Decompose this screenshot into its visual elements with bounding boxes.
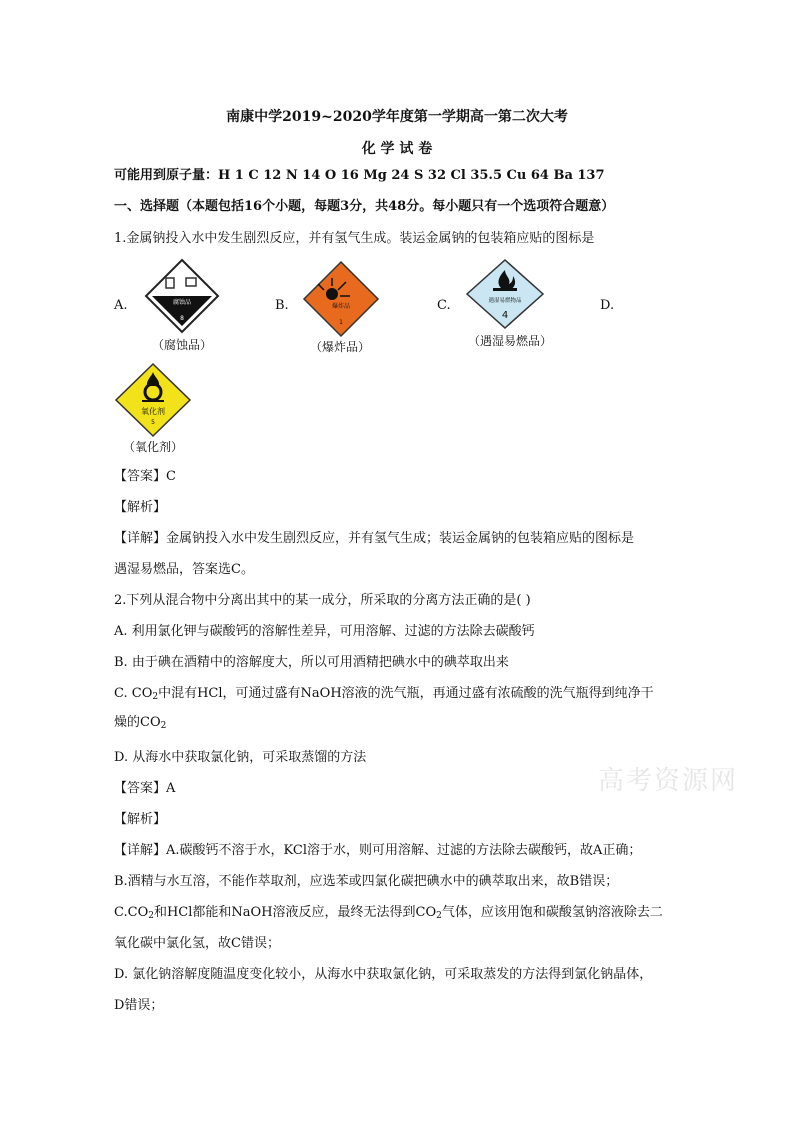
q1-option-a-caption: （腐蚀品） [151, 338, 212, 352]
q1-option-b-caption: （爆炸品） [309, 340, 370, 354]
q1-option-d-letter: D. [600, 298, 615, 313]
section-heading: 一、选择题（本题包括16个小题，每题3分，共48分。每小题只有一个选项符合题意） [114, 199, 615, 214]
q2-option-c: C. $CO_2$中混有HCl，可通过盛有NaOH溶液的洗气瓶，再通过盛有浓硫酸的洗气瓶得到纯净干 [114, 686, 654, 702]
sign-label: 氧化剂 [141, 407, 165, 416]
sign-number: 4 [501, 310, 509, 321]
q2-detail-a: 【详解】A.碳酸钙不溶于水，KCl溶于水，则可用溶解、过滤的方法除去碳酸钙，故A正确； [114, 843, 642, 858]
q2-option-d: D. 从海水中获取氯化钠，可采取蒸馏的方法 [114, 750, 367, 765]
q2-detail-c-continued: 氧化碳中氯化氢，故C错误； [114, 936, 280, 951]
q1-answer: 【答案】C [114, 469, 176, 484]
q1-detail-line-1: 【详解】金属钠投入水中发生剧烈反应，并有氢气生成；装运金属钠的包装箱应贴的图标是 [114, 531, 635, 546]
explosive-sign-icon [302, 260, 380, 338]
q2-option-c-continued: 燥的$CO_2$ [114, 715, 167, 731]
q1-option-d-caption: （氧化剂） [122, 440, 183, 454]
atomic-masses: 可能用到原子量：H 1 C 12 N 14 O 16 Mg 24 S 32 Cl 35.5 Cu 64 Ba 137 [114, 168, 605, 183]
q1-option-b-letter: B. [275, 298, 289, 313]
watermark: 高考资源网 [598, 766, 739, 796]
q2-detail-c: $C.CO_2$和HCl都能和NaOH溶液反应，最终无法得到$CO_2$气体，应该用饱和碳酸氢钠溶液除去二 [114, 905, 663, 921]
corrosive-sign-icon [144, 258, 220, 334]
q1-analysis: 【解析】 [114, 500, 167, 515]
q2-stem: 2.下列从混合物中分离出其中的某一成分，所采取的分离方法正确的是( ) [114, 593, 531, 608]
q2-detail-d-continued: D错误； [114, 998, 164, 1013]
sign-label: 爆炸品 [331, 303, 351, 310]
q1-option-c-caption: （遇湿易燃品） [467, 334, 552, 348]
q2-option-a: A. 利用氯化钾与碳酸钙的溶解性差异，可用溶解、过滤的方法除去碳酸钙 [114, 624, 535, 639]
q1-stem: 1.金属钠投入水中发生剧烈反应，并有氢气生成。装运金属钠的包装箱应贴的图标是 [114, 231, 595, 246]
sign-label: 腐蚀品 [172, 299, 192, 306]
q2-detail-d: D. 氯化钠溶解度随温度变化较小，从海水中获取氯化钠，可采取蒸发的方法得到氯化钠晶体， [114, 967, 653, 982]
sign-number: 8 [180, 315, 184, 322]
sign-number: 5 [151, 419, 155, 426]
q1-option-c-letter: C. [437, 298, 451, 313]
exam-subtitle: 化 学 试 卷 [361, 141, 433, 157]
sign-label: 遇湿易燃物品 [488, 298, 522, 304]
q2-analysis: 【解析】 [114, 812, 167, 827]
sign-number: 1 [339, 319, 343, 326]
q2-answer: 【答案】A [114, 781, 176, 796]
dangerous-when-wet-sign-icon [465, 258, 545, 330]
q1-detail-line-2: 遇湿易燃品，答案选C。 [114, 562, 254, 577]
q2-detail-b: B.酒精与水互溶，不能作萃取剂，应选苯或四氯化碳把碘水中的碘萃取出来，故B错误； [114, 874, 619, 889]
exam-title: 南康中学2019~2020学年度第一学期高一第二次大考 [226, 109, 568, 125]
q2-option-b: B. 由于碘在酒精中的溶解度大，所以可用酒精把碘水中的碘萃取出来 [114, 655, 509, 670]
q1-option-a-letter: A. [114, 298, 128, 313]
oxidizer-sign-icon [114, 362, 192, 438]
